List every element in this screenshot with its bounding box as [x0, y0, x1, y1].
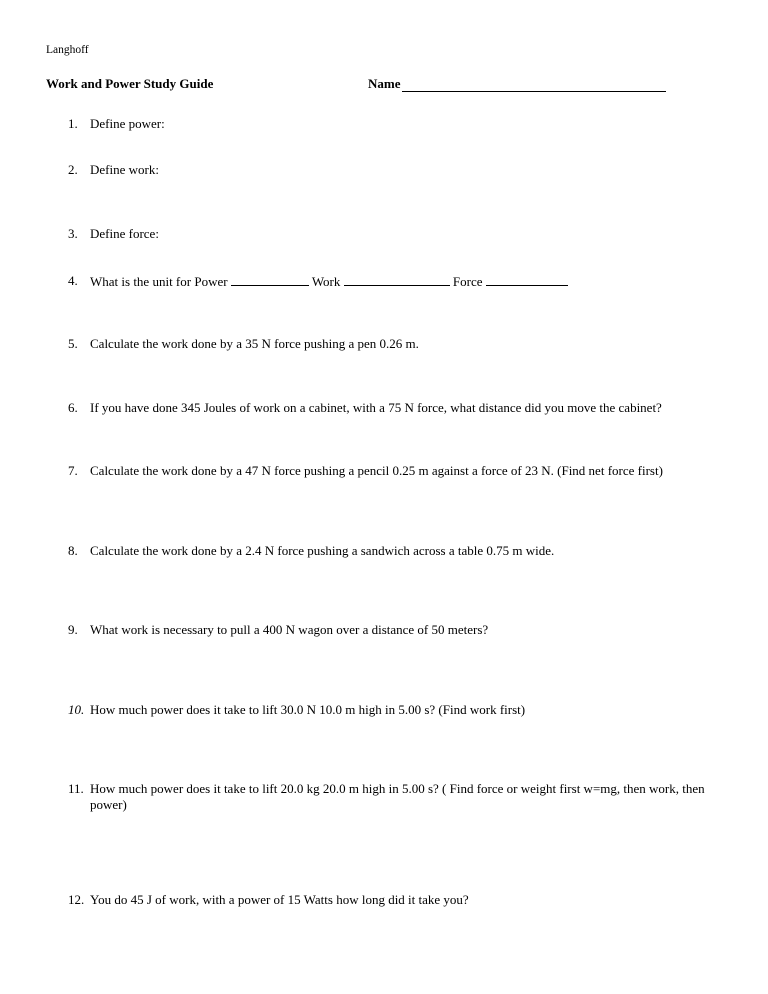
unit-force-label: Force [452, 274, 483, 289]
question-1 [68, 116, 728, 132]
name-blank-line [402, 77, 666, 92]
question-text [90, 273, 728, 290]
question-number: 2. [68, 162, 78, 177]
question-3 [68, 226, 728, 242]
name-label: Name [368, 76, 401, 91]
unit-work-label: Work [311, 274, 341, 289]
question-number: 4. [68, 273, 78, 288]
question-number: 1. [68, 116, 78, 131]
question-number: 8. [68, 543, 78, 558]
question-text: Define work: [90, 162, 159, 177]
question-text: Define force: [90, 226, 159, 241]
power-unit-blank [231, 273, 309, 286]
question-10 [68, 702, 728, 718]
question-text: Calculate the work done by a 2.4 N force pushing a sandwich across a table 0.75 m wide. [90, 543, 555, 558]
question-number: 9. [68, 622, 78, 637]
question-7 [68, 463, 728, 479]
work-unit-blank [344, 273, 450, 286]
question-text: How much power does it take to lift 30.0 N 10.0 m high in 5.00 s? (Find work first) [90, 702, 526, 717]
question-number: 6. [68, 400, 78, 415]
question-number: 7. [68, 463, 78, 478]
question-8 [68, 543, 728, 559]
name-field [368, 76, 666, 92]
worksheet-title: Work and Power Study Guide [46, 76, 214, 91]
question-number: 12. [68, 892, 85, 907]
unit-power-prompt: What is the unit for Power [90, 274, 228, 289]
question-text: Calculate the work done by a 47 N force pushing a pencil 0.25 m against a force of 23 N. (Find net force first) [90, 463, 663, 478]
question-text: Calculate the work done by a 35 N force pushing a pen 0.26 m. [90, 336, 419, 351]
question-6 [68, 400, 728, 416]
question-text: If you have done 345 Joules of work on a cabinet, with a 75 N force, what distance did you move the cabinet? [90, 400, 662, 415]
question-number: 10. [68, 702, 85, 717]
author-name: Langhoff [46, 44, 89, 56]
force-unit-blank [486, 273, 568, 286]
question-number: 3. [68, 226, 78, 241]
question-number: 11. [68, 781, 84, 796]
question-text: What work is necessary to pull a 400 N wagon over a distance of 50 meters? [90, 622, 489, 637]
question-number: 5. [68, 336, 78, 351]
question-11 [68, 781, 728, 813]
question-text: Define power: [90, 116, 165, 131]
question-4 [68, 273, 728, 290]
question-2 [68, 162, 728, 178]
question-12 [68, 892, 728, 908]
question-text: How much power does it take to lift 20.0 kg 20.0 m high in 5.00 s? ( Find force or weight first w=mg, then work, then power) [90, 781, 705, 812]
question-text: You do 45 J of work, with a power of 15 Watts how long did it take you? [90, 892, 469, 907]
question-9 [68, 622, 728, 638]
question-5 [68, 336, 728, 352]
